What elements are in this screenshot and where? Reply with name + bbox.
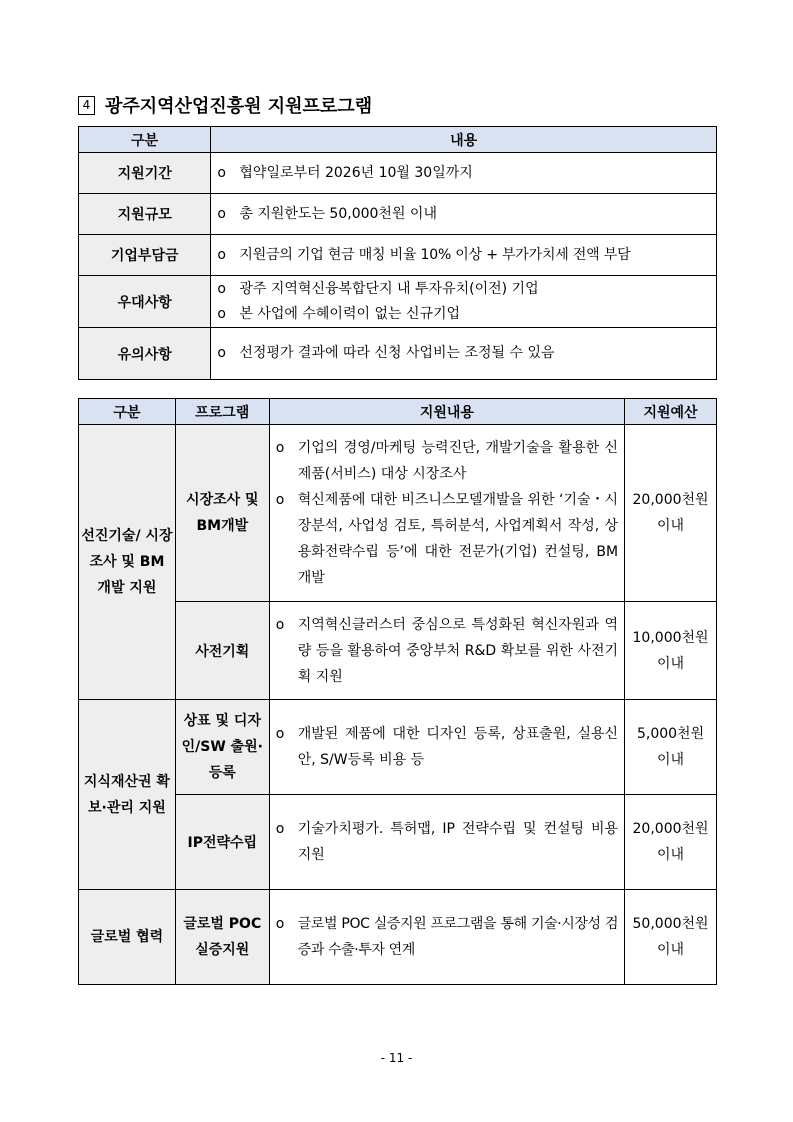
budget-unit: 이내 <box>657 752 685 768</box>
programs-header-content: 지원내용 <box>269 399 624 425</box>
section-number-box: 4 <box>78 96 95 115</box>
program-name: 사전기획 <box>175 602 269 700</box>
bullet-item: o 개발된 제품에 대한 디자인 등록, 상표출원, 실용신안, S/W등록 비용 등 <box>276 721 618 773</box>
summary-row <box>79 153 717 194</box>
summary-label: 지원기간 <box>79 153 211 194</box>
category-cell: 선진기술/ 시장조사 및 BM 개발 지원 <box>79 425 176 700</box>
budget-amount: 20,000천원 <box>632 821 709 837</box>
section-heading <box>78 92 372 118</box>
program-row <box>79 425 717 602</box>
bullet-item: o 광주 지역혁신융복합단지 내 투자유치(이전) 기업 <box>217 277 710 302</box>
bullet-item: o 본 사업에 수혜이력이 없는 신규기업 <box>217 302 710 327</box>
programs-header-row <box>79 399 717 425</box>
bullet-item: o 지원금의 기업 현금 매칭 비율 10% 이상 + 부가가치세 전액 부담 <box>217 243 710 268</box>
budget-cell <box>625 795 717 890</box>
program-row <box>79 700 717 795</box>
budget-cell <box>625 425 717 602</box>
summary-header-category: 구분 <box>79 127 211 153</box>
summary-label: 기업부담금 <box>79 235 211 276</box>
bullet-item: o 기업의 경영/마케팅 능력진단, 개발기술을 활용한 신제품(서비스) 대상 시장조사 <box>276 435 618 487</box>
budget-unit: 이내 <box>657 942 685 958</box>
bullet-item: o 지역혁신클러스터 중심으로 특성화된 혁신자원과 역량 등을 활용하여 중앙부처 R&D 확보를 위한 사전기획 지원 <box>276 612 618 690</box>
section-title: 광주지역산업진흥원 지원프로그램 <box>105 96 373 117</box>
summary-label: 지원규모 <box>79 194 211 235</box>
bullet-item: o 글로벌 POC 실증지원 프로그램을 통해 기술·시장성 검증과 수출·투자 연계 <box>276 911 618 963</box>
programs-header-budget: 지원예산 <box>625 399 717 425</box>
program-name: 상표 및 디자인/SW 출원·등록 <box>175 700 269 795</box>
budget-unit: 이내 <box>657 518 685 534</box>
summary-header-row <box>79 127 717 153</box>
summary-row <box>79 276 717 328</box>
programs-header-program: 프로그램 <box>175 399 269 425</box>
budget-amount: 20,000천원 <box>632 492 709 508</box>
budget-unit: 이내 <box>657 847 685 863</box>
summary-header-content: 내용 <box>211 127 717 153</box>
category-cell: 글로벌 협력 <box>79 890 176 985</box>
program-name: 시장조사 및 BM개발 <box>175 425 269 602</box>
summary-row <box>79 328 717 380</box>
summary-label: 우대사항 <box>79 276 211 328</box>
summary-table <box>78 126 717 380</box>
budget-amount: 50,000천원 <box>632 916 709 932</box>
bullet-item: o 협약일로부터 2026년 10월 30일까지 <box>217 161 710 186</box>
program-name: 글로벌 POC 실증지원 <box>175 890 269 985</box>
budget-unit: 이내 <box>657 655 685 672</box>
bullet-item: o 기술가치평가. 특허맵, IP 전략수립 및 컨설팅 비용 지원 <box>276 816 618 868</box>
programs-table <box>78 398 717 985</box>
program-row <box>79 890 717 985</box>
bullet-item: o 혁신제품에 대한 비즈니스모델개발을 위한 ‘기술・시장분석, 사업성 검토, 특허분석, 사업계획서 작성, 상용화전략수립 등’에 대한 전문가(기업) 컨설팅, BM개발 <box>276 487 618 591</box>
page-number: - 11 - <box>380 1051 413 1065</box>
budget-cell <box>625 602 717 700</box>
program-name: IP전략수립 <box>175 795 269 890</box>
budget-amount: 10,000천원 <box>632 629 709 646</box>
category-cell: 지식재산권 확보·관리 지원 <box>79 700 176 890</box>
summary-row <box>79 194 717 235</box>
summary-label: 유의사항 <box>79 328 211 380</box>
budget-cell <box>625 890 717 985</box>
budget-cell <box>625 700 717 795</box>
summary-row <box>79 235 717 276</box>
bullet-item: o 총 지원한도는 50,000천원 이내 <box>217 202 710 227</box>
budget-amount: 5,000천원 <box>636 726 705 742</box>
programs-header-category: 구분 <box>79 399 176 425</box>
bullet-item: o 선정평가 결과에 따라 신청 사업비는 조정될 수 있음 <box>217 341 710 366</box>
